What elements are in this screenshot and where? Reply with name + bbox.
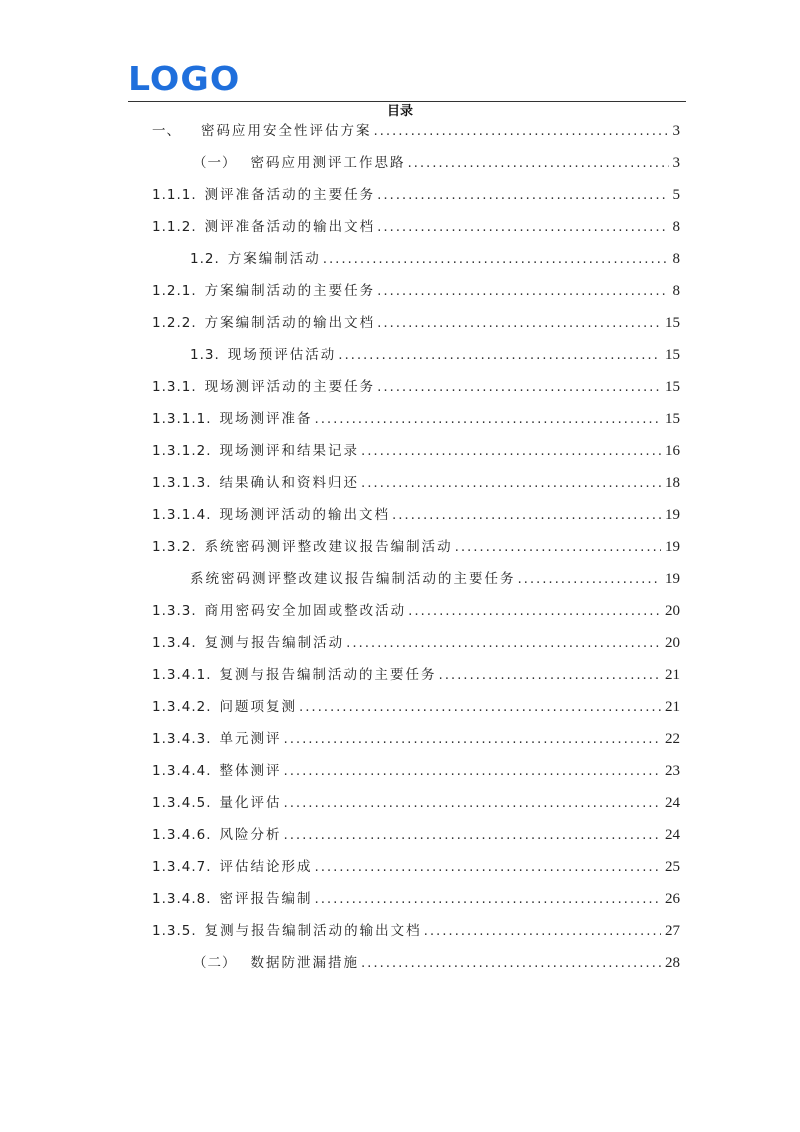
toc-entry-title: 结果确认和资料归还 — [219, 475, 360, 491]
toc-entry-title: 整体测评 — [219, 763, 282, 779]
toc-entry-title: 数据防泄漏措施 — [250, 955, 359, 971]
toc-entry-number: 1.3.4.6. — [152, 827, 212, 843]
toc-entry-title: 现场测评活动的输出文档 — [219, 507, 391, 523]
toc-entry-page: 15 — [665, 315, 680, 331]
toc-entry[interactable] — [152, 759, 680, 783]
toc-entry[interactable] — [152, 823, 680, 847]
toc-entry-number: 1.3. — [190, 347, 220, 363]
toc-entry-page: 28 — [665, 955, 680, 971]
toc-entry[interactable] — [193, 151, 680, 175]
toc-leader-dots — [361, 951, 661, 975]
toc-leader-dots — [284, 791, 661, 815]
toc-leader-dots — [377, 215, 668, 239]
toc-entry-number: （一） — [193, 155, 237, 171]
toc-entry-page: 3 — [672, 123, 680, 139]
toc-entry-page: 19 — [665, 571, 680, 587]
toc-entry[interactable] — [152, 535, 680, 559]
toc-entry-title: 问题项复测 — [219, 699, 298, 715]
toc-entry-number: 1.3.4.5. — [152, 795, 212, 811]
toc-entry-number: 1.3.4. — [152, 635, 197, 651]
toc-leader-dots — [439, 663, 661, 687]
toc-entry-title: 量化评估 — [219, 795, 282, 811]
toc-entry[interactable] — [152, 727, 680, 751]
toc-entry-page: 25 — [665, 859, 680, 875]
toc-leader-dots — [518, 567, 662, 591]
toc-entry-page: 21 — [665, 667, 680, 683]
toc-leader-dots — [408, 599, 661, 623]
toc-entry-page: 19 — [665, 507, 680, 523]
toc-entry-number: 1.2.1. — [152, 283, 197, 299]
toc-entry-number: 1.3.4.3. — [152, 731, 212, 747]
toc-entry-page: 22 — [665, 731, 680, 747]
toc-entry[interactable] — [152, 439, 680, 463]
toc-entry[interactable] — [152, 215, 680, 239]
toc-entry-number: 1.3.3. — [152, 603, 197, 619]
toc-entry-number: 1.1.1. — [152, 187, 197, 203]
toc-leader-dots — [284, 727, 661, 751]
toc-entry[interactable] — [152, 919, 680, 943]
toc-entry[interactable] — [190, 567, 680, 591]
toc-entry-number: （二） — [193, 955, 237, 971]
toc-entry-page: 3 — [672, 155, 680, 171]
header-divider — [128, 101, 686, 102]
toc-entry[interactable] — [152, 631, 680, 655]
toc-leader-dots — [392, 503, 661, 527]
toc-leader-dots — [315, 887, 661, 911]
toc-entry-number: 1.3.4.1. — [152, 667, 212, 683]
toc-entry-title: 评估结论形成 — [219, 859, 313, 875]
toc-entry-title: 密码应用安全性评估方案 — [201, 123, 372, 139]
toc-entry-title: 商用密码安全加固或整改活动 — [204, 603, 407, 619]
toc-leader-dots — [377, 279, 668, 303]
toc-entry[interactable] — [193, 951, 680, 975]
toc-entry-page: 15 — [665, 379, 680, 395]
toc-leader-dots — [315, 407, 661, 431]
toc-entry-number: 1.3.1.1. — [152, 411, 212, 427]
toc-entry[interactable] — [152, 791, 680, 815]
toc-entry[interactable] — [152, 887, 680, 911]
toc-entry-page: 15 — [665, 347, 680, 363]
toc-title: 目录 — [386, 104, 413, 119]
toc-entry-number: 1.3.4.2. — [152, 699, 212, 715]
toc-entry-number: 1.3.4.7. — [152, 859, 212, 875]
toc-entry-page: 8 — [672, 219, 680, 235]
toc-entry-title: 风险分析 — [219, 827, 282, 843]
toc-leader-dots — [408, 151, 669, 175]
toc-entry-page: 23 — [665, 763, 680, 779]
toc-entry-title: 系统密码测评整改建议报告编制活动的主要任务 — [190, 571, 516, 587]
toc-entry-page: 20 — [665, 635, 680, 651]
toc-entry-title: 方案编制活动 — [227, 251, 321, 267]
toc-entry-page: 16 — [665, 443, 680, 459]
toc-leader-dots — [361, 439, 661, 463]
toc-entry-title: 测评准备活动的主要任务 — [204, 187, 376, 203]
toc-entry-title: 密评报告编制 — [219, 891, 313, 907]
toc-entry-number: 1.2. — [190, 251, 220, 267]
toc-entry-page: 21 — [665, 699, 680, 715]
logo: LOGO — [128, 59, 241, 98]
toc-entry[interactable] — [152, 503, 680, 527]
toc-entry-page: 24 — [665, 827, 680, 843]
toc-leader-dots — [284, 759, 661, 783]
toc-entry[interactable] — [152, 311, 680, 335]
toc-entry-number: 1.2.2. — [152, 315, 197, 331]
toc-entry-page: 8 — [672, 251, 680, 267]
toc-entry-number: 1.1.2. — [152, 219, 197, 235]
toc-entry-title: 现场测评准备 — [219, 411, 313, 427]
toc-entry-number: 1.3.4.8. — [152, 891, 212, 907]
toc-entry-title: 复测与报告编制活动的主要任务 — [219, 667, 437, 683]
toc-entry-page: 19 — [665, 539, 680, 555]
toc-entry-page: 5 — [672, 187, 680, 203]
toc-entry-title: 现场预评估活动 — [227, 347, 337, 363]
toc-entry[interactable] — [152, 119, 680, 143]
toc-entry-page: 18 — [665, 475, 680, 491]
toc-entry-page: 8 — [672, 283, 680, 299]
toc-leader-dots — [346, 631, 661, 655]
toc-entry-number: 1.3.1.3. — [152, 475, 212, 491]
toc-leader-dots — [455, 535, 661, 559]
toc-entry-number: 1.3.1. — [152, 379, 197, 395]
toc-entry-title: 方案编制活动的输出文档 — [204, 315, 376, 331]
toc-entry-title: 单元测评 — [219, 731, 282, 747]
toc-entry-title: 系统密码测评整改建议报告编制活动 — [204, 539, 453, 555]
toc-entry-page: 26 — [665, 891, 680, 907]
toc-entry-page: 15 — [665, 411, 680, 427]
toc-leader-dots — [315, 855, 661, 879]
toc-entry-title: 复测与报告编制活动 — [204, 635, 345, 651]
toc-leader-dots — [377, 375, 661, 399]
toc-entry-title: 复测与报告编制活动的输出文档 — [204, 923, 422, 939]
toc-entry[interactable] — [152, 375, 680, 399]
toc-entry[interactable] — [152, 695, 680, 719]
toc-entry-number: 一、 — [152, 123, 181, 139]
toc-entry-number: 1.3.1.4. — [152, 507, 212, 523]
toc-entry-title: 方案编制活动的主要任务 — [204, 283, 376, 299]
toc-entry-page: 24 — [665, 795, 680, 811]
toc-entry-number: 1.3.5. — [152, 923, 197, 939]
toc-entry[interactable] — [152, 855, 680, 879]
toc-entry-number: 1.3.4.4. — [152, 763, 212, 779]
toc-entry[interactable] — [190, 343, 680, 367]
toc-entry-title: 现场测评活动的主要任务 — [204, 379, 376, 395]
toc-entry-page: 20 — [665, 603, 680, 619]
toc-leader-dots — [377, 311, 661, 335]
toc-leader-dots — [284, 823, 661, 847]
toc-entry-title: 密码应用测评工作思路 — [250, 155, 406, 171]
toc-leader-dots — [377, 183, 668, 207]
toc-leader-dots — [374, 119, 669, 143]
toc-leader-dots — [299, 695, 661, 719]
toc-entry-number: 1.3.2. — [152, 539, 197, 555]
toc-entry[interactable] — [152, 471, 680, 495]
toc-entry[interactable] — [190, 247, 680, 271]
toc-leader-dots — [338, 343, 661, 367]
toc-entry[interactable] — [152, 599, 680, 623]
toc-entry-page: 27 — [665, 923, 680, 939]
toc-entry[interactable] — [152, 663, 680, 687]
toc-entry-title: 测评准备活动的输出文档 — [204, 219, 376, 235]
toc-leader-dots — [361, 471, 661, 495]
toc-entry-title: 现场测评和结果记录 — [219, 443, 360, 459]
toc-entry[interactable] — [152, 407, 680, 431]
toc-entry[interactable] — [152, 183, 680, 207]
toc-leader-dots — [323, 247, 669, 271]
toc-entry[interactable] — [152, 279, 680, 303]
toc-entry-number: 1.3.1.2. — [152, 443, 212, 459]
toc-leader-dots — [424, 919, 661, 943]
